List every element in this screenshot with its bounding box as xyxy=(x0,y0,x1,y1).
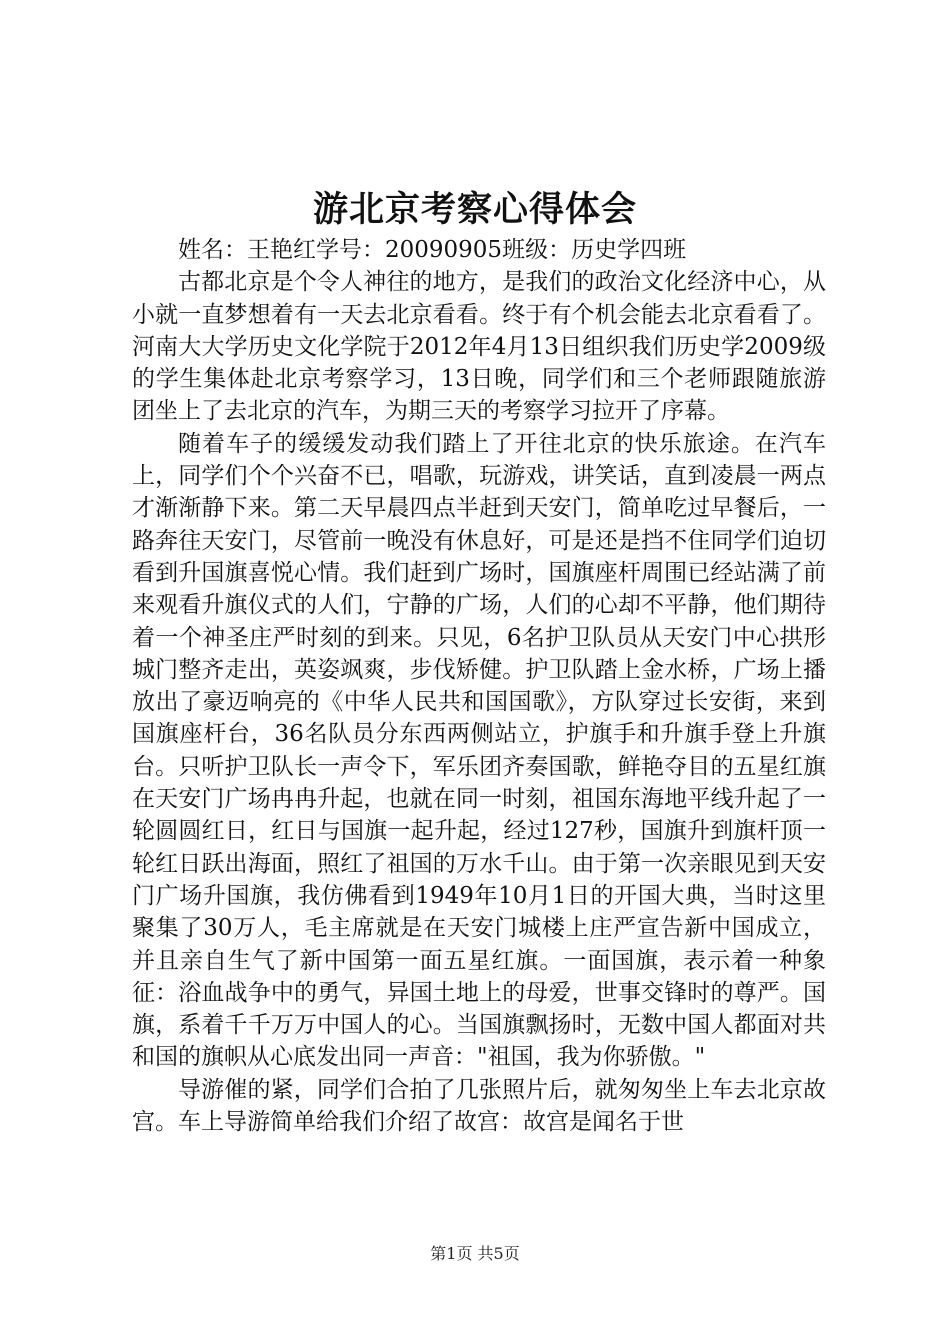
page-footer: 第1页 共5页 xyxy=(430,1244,520,1263)
paragraph-2: 随着车子的缓缓发动我们踏上了开往北京的快乐旅途。在汽车上，同学们个个兴奋不已，唱歌，玩游戏，讲笑话，直到凌晨一两点才渐渐静下来。第二天早晨四点半赶到天安门，简单吃过早餐后，一路奔往天安门，尽管前一晚没有休息好，可是还是挡不住同学们迫切看到升国旗喜悦心情。我们赶到广场时，国旗座杆周围已经站满了前来观看升旗仪式的人们，宁静的广场，人们的心却不平静，他们期待着一个神圣庄严时刻的到来。只见，6名护卫队员从天安门中心拱形城门整齐走出，英姿飒爽，步伐矫健。护卫队踏上金水桥，广场上播放出了豪迈响亮的《中华人民共和国国歌》，方队穿过长安街，来到国旗座杆台，36名队员分东西两侧站立，护旗手和升旗手登上升旗台。只听护卫队长一声令下，军乐团齐奏国歌，鲜艳夺目的五星红旗在天安门广场冉冉升起，也就在同一时刻，祖国东海地平线升起了一轮圆圆红日，红日与国旗一起升起，经过127秒，国旗升到旗杆顶一轮红日跃出海面，照红了祖国的万水千山。由于第一次亲眼见到天安门广场升国旗，我仿佛看到1949年10月1日的开国大典，当时这里聚集了30万人，毛主席就是在天安门城楼上庄严宣告新中国成立，并且亲自生气了新中国第一面五星红旗。一面国旗，表示着一种象征：浴血战争中的勇气，异国土地上的母爱，世事交锋时的尊严。国旗，系着千千万万中国人的心。当国旗飘扬时，无数中国人都面对共和国的旗帜从心底发出同一声音："祖国，我为你骄傲。" xyxy=(132,430,826,1071)
document-title: 游北京考察心得体会 xyxy=(312,189,637,230)
paragraph-3: 导游催的紧，同学们合拍了几张照片后，就匆匆坐上车去北京故宫。车上导游简单给我们介绍了故宫：故宫是闻名于世 xyxy=(132,1076,826,1136)
document-body xyxy=(132,234,826,1138)
author-info-line: 姓名：王艳红学号：20090905班级：历史学四班 xyxy=(178,237,687,263)
paragraph-1: 古都北京是个令人神往的地方，是我们的政治文化经济中心，从小就一直梦想着有一天去北京看看。终于有个机会能去北京看看了。河南大大学历史文化学院于2012年4月13日组织我们历史学2009级的学生集体赴北京考察学习，13日晚，同学们和三个老师跟随旅游团坐上了去北京的汽车，为期三天的考察学习拉开了序幕。 xyxy=(132,269,826,425)
